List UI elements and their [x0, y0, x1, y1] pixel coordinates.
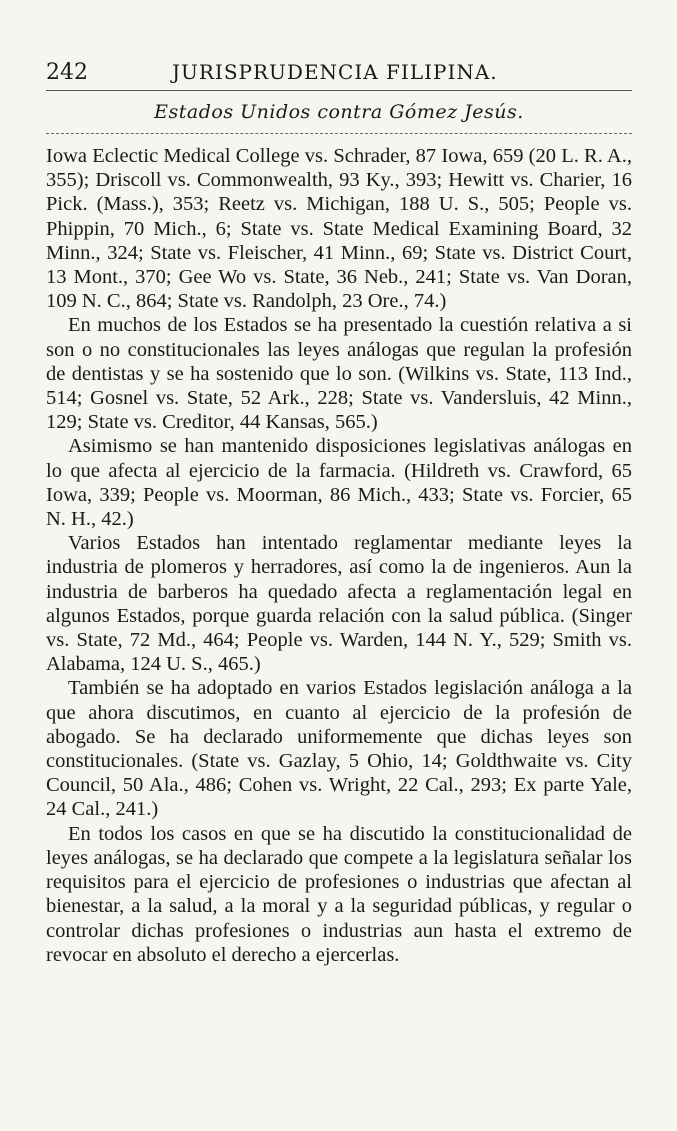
- paragraph-conclusion: En todos los casos en que se ha discutido la constitucionalidad de leyes análogas, se ha declarado que compete a la legislatura señalar los requisitos para el ejercicio de profesiones o industrias que afectan al bienestar, a la salud, a la moral y a la seguridad públicas, y regular o controlar dichas profesiones o industrias aun hasta el extremo de revocar en absoluto el derecho a ejercerlas.: [46, 822, 632, 966]
- body-text: [46, 144, 632, 967]
- paragraph-lawyers: También se ha adoptado en varios Estados legislación análoga a la que ahora discutimos, en cuanto al ejercicio de la profesión de abogado. Se ha declarado uniformemente que dichas leyes son constitucionales. (State vs. Gazlay, 5 Ohio, 14; Goldthwaite vs. City Council, 50 Ala., 486; Cohen vs. Wright, 22 Cal., 293; Ex parte Yale, 24 Cal., 241.): [46, 677, 632, 821]
- paragraph-trades: Varios Estados han intentado reglamentar mediante leyes la industria de plomeros y herradores, así como la de ingenieros. Aun la industria de barberos ha quedado afecta a reglamentación legal en algunos Estados, porque guarda relación con la salud pública. (Singer vs. State, 72 Md., 464; People vs. Warden, 144 N. Y., 529; Smith vs. Alabama, 124 U. S., 465.): [46, 532, 632, 676]
- page-number: 242: [46, 60, 88, 85]
- page-content: [46, 50, 632, 967]
- paragraph-dentists: En muchos de los Estados se ha presentado la cuestión relativa a si son o no constitucionales las leyes análogas que regulan la profesión de dentistas y se ha sostenido que lo son. (Wilkins vs. State, 113 Ind., 514; Gosnel vs. State, 52 Ark., 228; State vs. Vandersluis, 42 Minn., 129; State vs. Creditor, 44 Kansas, 565.): [46, 314, 632, 434]
- page-header: [46, 50, 632, 91]
- case-title: Estados Unidos contra Gómez Jesús.: [46, 91, 632, 134]
- paragraph-citations: Iowa Eclectic Medical College vs. Schrader, 87 Iowa, 659 (20 L. R. A., 355); Driscoll vs. Commonwealth, 93 Ky., 393; Hewitt vs. Charier, 16 Pick. (Mass.), 353; Reetz vs. Michigan, 188 U. S., 505; People vs. Phippin, 70 Mich., 6; State vs. State Medical Examining Board, 32 Minn., 324; State vs. Fleischer, 41 Minn., 69; State vs. District Court, 13 Mont., 370; Gee Wo vs. State, 36 Neb., 241; State vs. Van Doran, 109 N. C., 864; State vs. Randolph, 23 Ore., 74.): [46, 145, 632, 313]
- paragraph-pharmacy: Asimismo se han mantenido disposiciones legislativas análogas en lo que afecta al ejercicio de la farmacia. (Hildreth vs. Crawford, 65 Iowa, 339; People vs. Moorman, 86 Mich., 433; State vs. Forcier, 65 N. H., 42.): [46, 435, 632, 531]
- running-title: JURISPRUDENCIA FILIPINA.: [172, 60, 498, 84]
